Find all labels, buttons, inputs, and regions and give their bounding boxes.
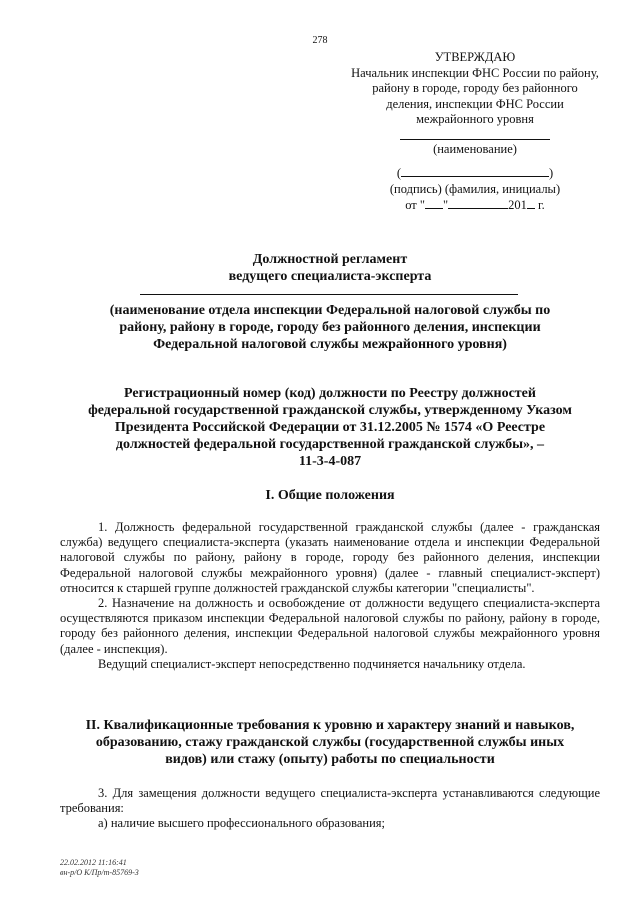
section-2-heading: II. Квалификационные требования к уровню и характеру знаний и навыков, образованию, стажу гражданской службы (государственной службы иных видов) или стажу (опыту) работы по специальности bbox=[85, 718, 575, 767]
section-1-body bbox=[60, 520, 600, 672]
paragraph-1: 1. Должность федеральной государственной гражданской службы (далее - гражданская служба) ведущего специалиста-эксперта (указать наименование отдела и инспекции Федеральной налоговой службы по району, району в городе, городу без районного деления, инспекции Федеральной налоговой службы межрайонного уровня) (далее - главный специалист-эксперт) относится к старшей группе должностей гражданской службы категории "специалисты". bbox=[60, 520, 600, 595]
department-blank-line bbox=[140, 294, 518, 295]
approve-word: УТВЕРЖДАЮ bbox=[434, 50, 516, 64]
name-blank-line bbox=[400, 128, 550, 140]
document-title: Должностной регламент ведущего специалиста-эксперта bbox=[228, 252, 432, 284]
approver-line-3: деления, инспекции ФНС России bbox=[386, 96, 564, 111]
department-placeholder: (наименование отдела инспекции Федеральной налоговой службы по району, району в городе, городу без районного деления, инспекции Федеральной налоговой службы межрайонного уровня) bbox=[109, 303, 551, 352]
approver-line-1: Начальник инспекции ФНС России по району, bbox=[351, 65, 599, 80]
paragraph-3-requirements: 3. Для замещения должности ведущего специалиста-эксперта устанавливаются следующие требования: bbox=[60, 786, 600, 816]
name-caption: (наименование) bbox=[433, 141, 517, 156]
section-2-body bbox=[60, 786, 600, 832]
section-1-heading: I. Общие положения bbox=[265, 488, 395, 503]
signature-blank: ( ) bbox=[396, 166, 554, 180]
registry-code-block: Регистрационный номер (код) должности по Реестру должностей федеральной государственной гражданской службы, утвержденному Указом Президента Российской Федерации от 31.12.2005 № 1574 «О Реестре должностей федеральной государственной гражданской службы», – 11-3-4-087 bbox=[88, 386, 572, 469]
paragraph-3: Ведущий специалист-эксперт непосредственно подчиняется начальнику отдела. bbox=[98, 656, 526, 671]
footer-stamp: 22.02.2012 11:16:41 вн-р/О К/Пр/т-85769-3 bbox=[60, 858, 139, 877]
approver-line-4: межрайонного уровня bbox=[416, 112, 534, 126]
approval-block bbox=[330, 50, 620, 214]
date-line: от " " 201 г. bbox=[405, 198, 545, 212]
signature-caption: (подпись) (фамилия, инициалы) bbox=[389, 181, 561, 196]
paragraph-2: 2. Назначение на должность и освобождение от должности ведущего специалиста-эксперта осуществляются приказом инспекции Федеральной налоговой службы по району, району в городе, городу без районного деления, инспекции Федеральной налоговой службы межрайонного уровня (далее - инспекция). bbox=[60, 596, 600, 656]
page-number: 278 bbox=[312, 35, 328, 46]
approver-line-2: району в городе, городу без районного bbox=[372, 81, 578, 95]
item-a-education: а) наличие высшего профессионального образования; bbox=[98, 816, 385, 831]
